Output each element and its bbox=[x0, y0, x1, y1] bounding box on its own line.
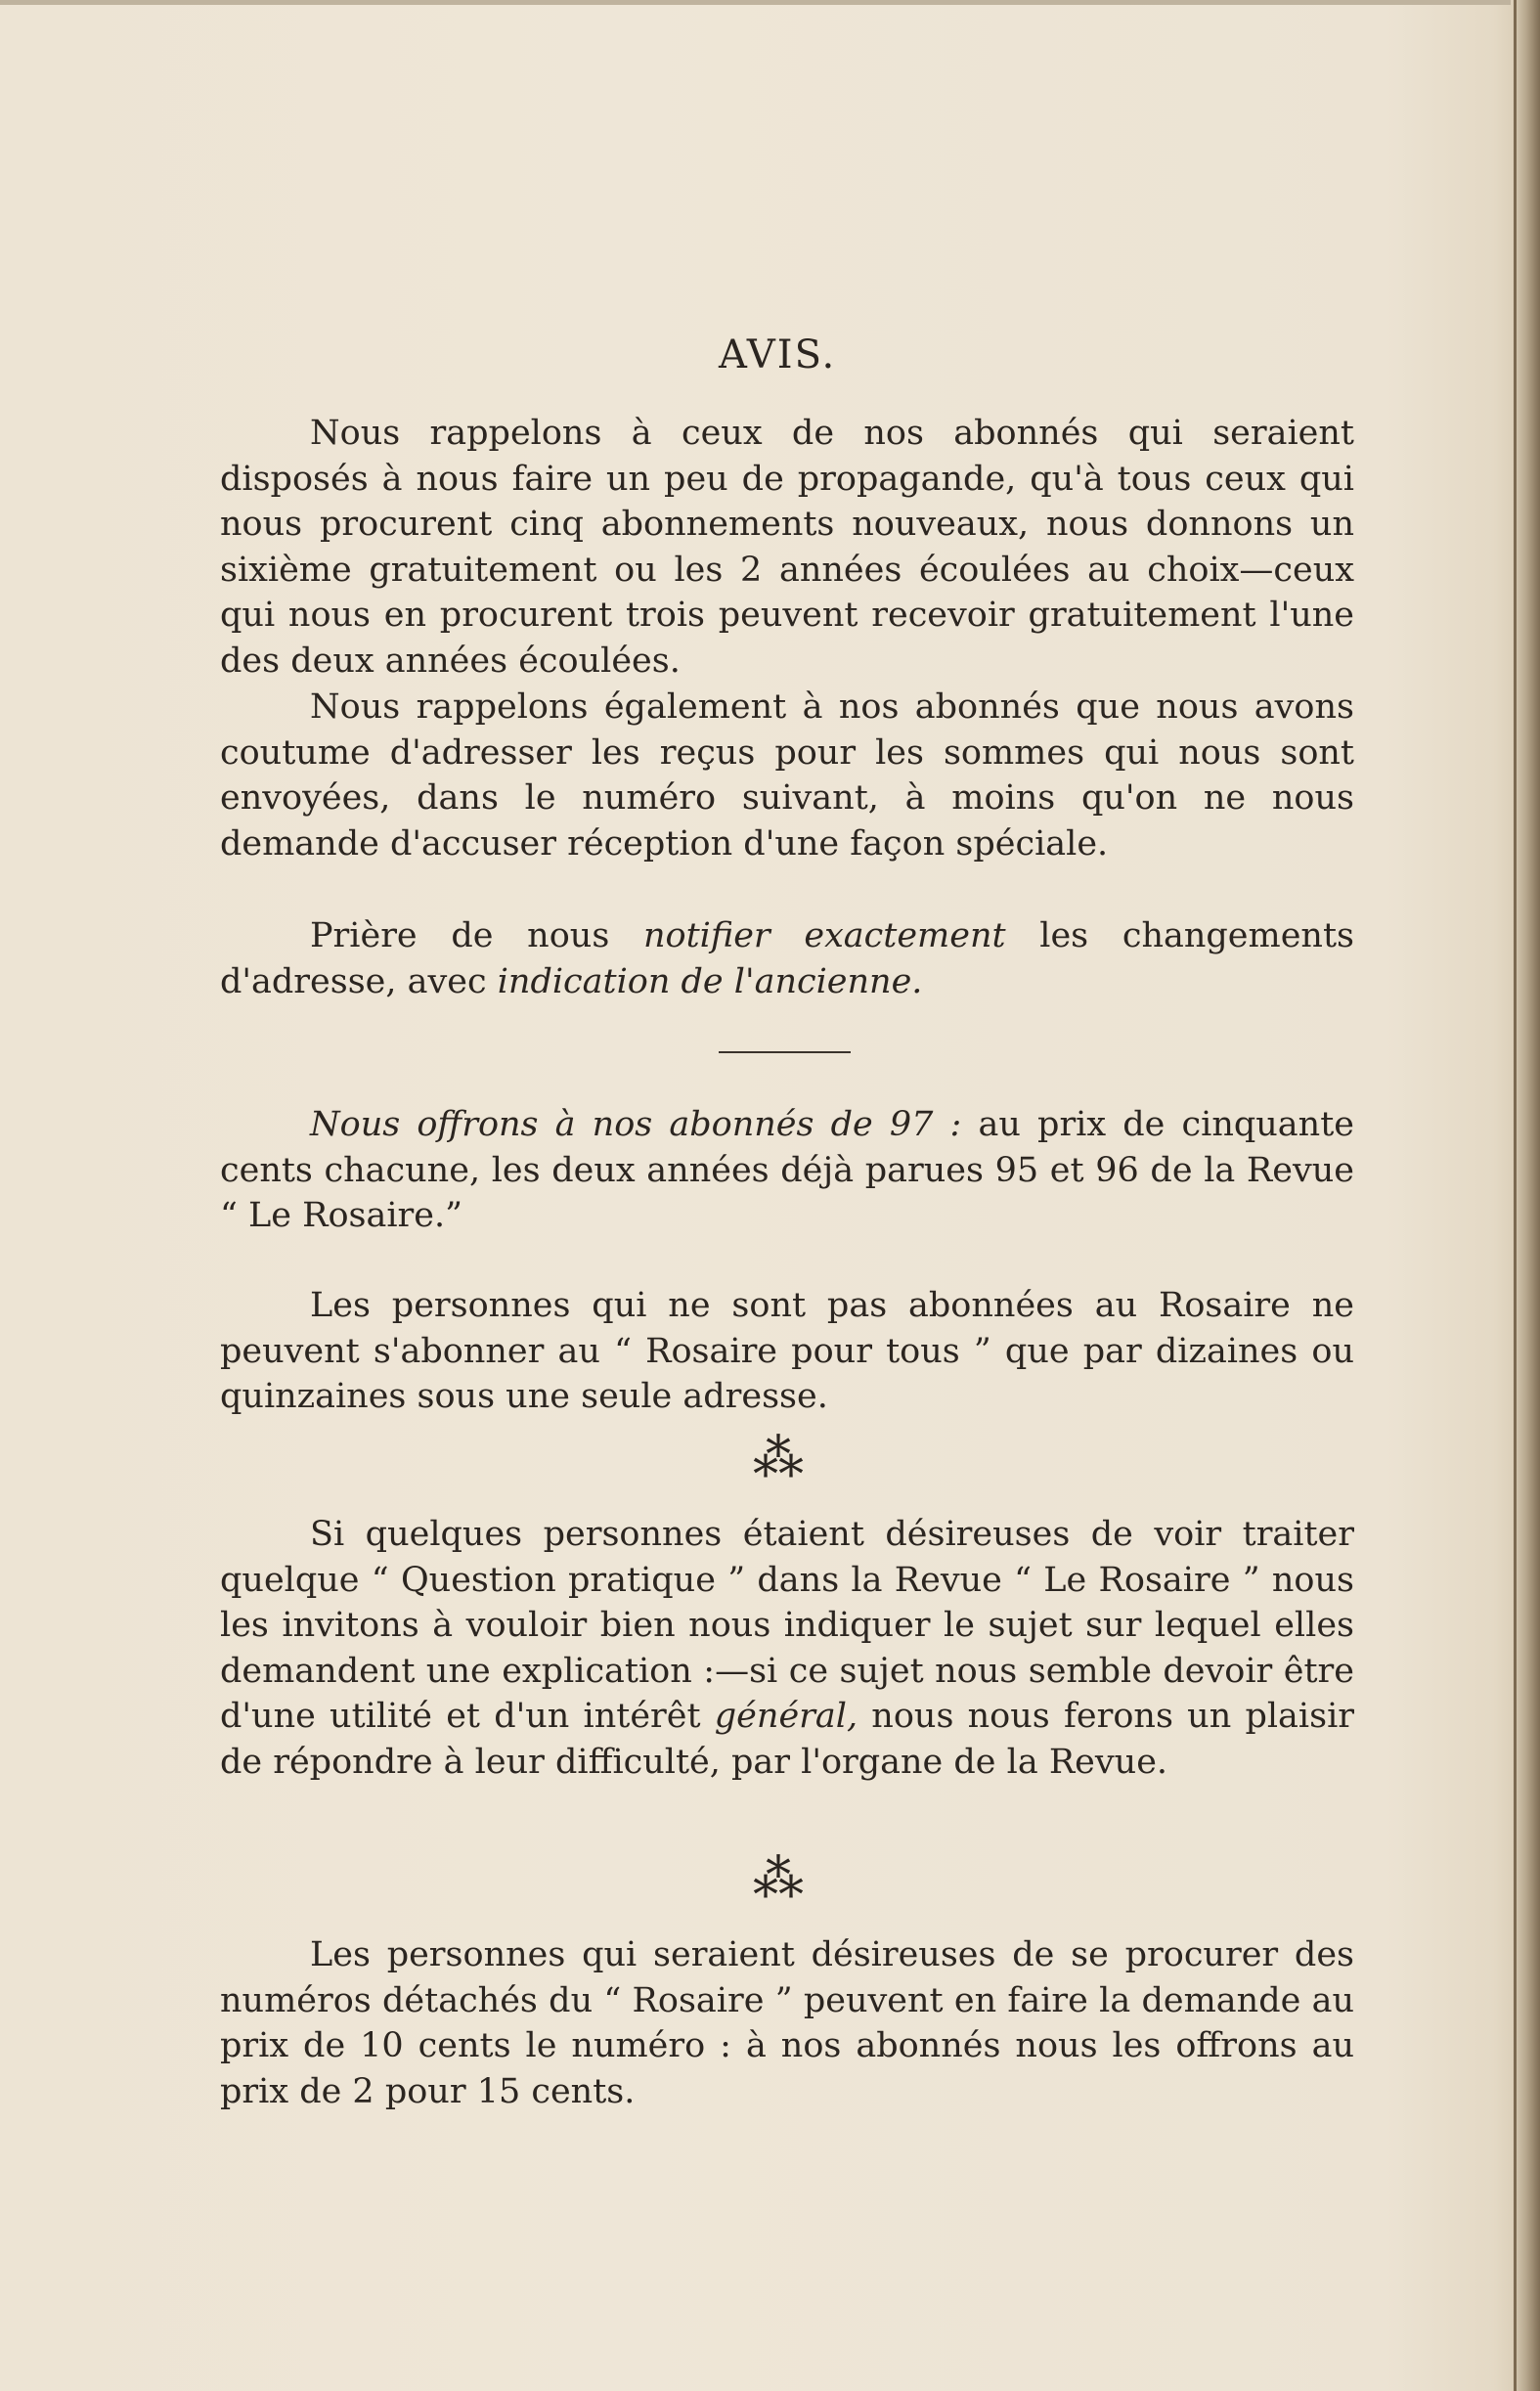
paragraph-question bbox=[220, 1512, 1354, 1785]
asterism-1 bbox=[753, 1430, 831, 1488]
question-text-after: nous nous ferons un plaisir de répondre à leur difficulté, par l'organe de la Revue. bbox=[220, 1697, 1354, 1782]
paragraph-receipts: Nous rappelons également à nos abonnés que nous avons coutume d'adresser les reçus pour les sommes qui nous sont envoyées, dans le numéro suivant, à moins qu'on ne nous demande d'accuser réception d'une façon spéciale. bbox=[220, 687, 1354, 863]
page-binding-shadow bbox=[1513, 0, 1540, 2391]
offer-text: au prix de cinquante cents chacune, les deux années déjà parues 95 et 96 de la Revue “ Le Rosaire.” bbox=[220, 1105, 1354, 1235]
paragraph-back-issues: Les personnes qui seraient désireuses de se procurer des numéros détachés du “ Rosaire ” peuvent en faire la demande au prix de 10 cents le numéro : à nos abonnés nous les offrons au prix de 2 pour 15 cents. bbox=[220, 1935, 1354, 2111]
section-divider bbox=[719, 1051, 851, 1053]
page-title: AVIS. bbox=[719, 332, 837, 377]
question-italic-general: général, bbox=[714, 1697, 858, 1736]
paragraph-propaganda: Nous rappelons à ceux de nos abonnés qui seraient disposés à nous faire un peu de propagande, qu'à tous ceux qui nous procurent cinq abonnements nouveaux, nous donnons un sixième gratuitement ou les 2 années écoulées au choix—ceux qui nous en procurent trois peuvent recevoir gratuitement l'une des deux années écoulées. bbox=[220, 414, 1354, 681]
offer-italic-lead: Nous offrons à nos abonnés de 97 : bbox=[310, 1105, 962, 1144]
page-top-edge bbox=[0, 0, 1511, 5]
notice-text-middle: les changements d'adresse, avec bbox=[220, 916, 1354, 1001]
asterism-2 bbox=[753, 1850, 831, 1909]
notice-italic-former: indication de l'ancienne. bbox=[497, 961, 923, 1001]
paragraph-subscription: Les personnes qui ne sont pas abonnées au Rosaire ne peuvent s'abonner au “ Rosaire pour tous ” que par dizaines ou quinzaines sous une seule adresse. bbox=[220, 1286, 1354, 1416]
notice-italic-notify: notifier exactement bbox=[642, 916, 1006, 955]
asterism-star: ⁂ bbox=[753, 1850, 804, 1909]
question-text-before: Si quelques personnes étaient désireuses de voir traiter quelque “ Question pratique ” dans la Revue “ Le Rosaire ” nous les invitons à vouloir bien nous indiquer le sujet sur lequel elles demandent une explication :—si ce sujet nous semble devoir être d'une utilité et d'un intérêt bbox=[220, 1515, 1354, 1736]
paragraph-offer bbox=[220, 1102, 1354, 1239]
paragraph-address-change bbox=[220, 913, 1354, 1004]
asterism-star: ⁂ bbox=[753, 1430, 804, 1488]
notice-text-before: Prière de nous bbox=[310, 916, 643, 955]
